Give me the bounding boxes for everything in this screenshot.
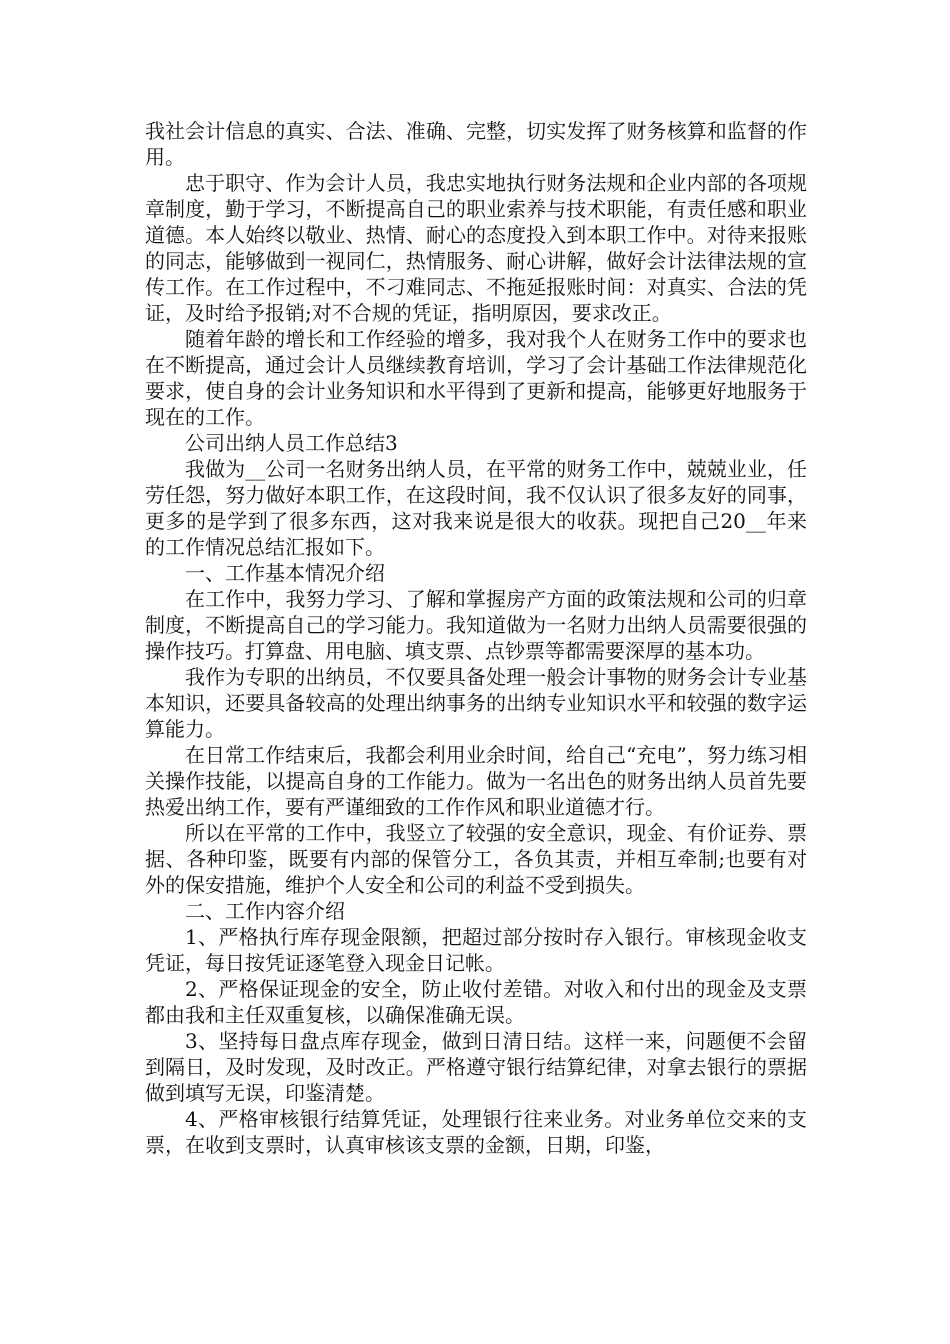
paragraph-2: 忠于职守、作为会计人员，我忠实地执行财务法规和企业内部的各项规章制度，勤于学习，不断提高自己的职业索养与技术职能，有责任感和职业道德。本人始终以敬业、热情、耐心的态度投入到本职工作中。对待来报账的同志，能够做到一视同仁，热情服务、耐心讲解，做好会计法律法规的宣传工作。在工作过程中，不刁难同志、不拖延报账时间：对真实、合法的凭证，及时给予报销;对不合规的凭证，指明原因，要求改正。 xyxy=(145,171,807,325)
paragraph-1: 我社会计信息的真实、合法、准确、完整，切实发挥了财务核算和监督的作用。 xyxy=(145,119,807,169)
paragraph-8: 我作为专职的出纳员，不仅要具备处理一般会计事物的财务会计专业基本知识，还要具备较高的处理出纳事务的出纳专业知识水平和较强的数字运算能力。 xyxy=(145,665,807,741)
list-item-4: 4、严格审核银行结算凭证，处理银行往来业务。对业务单位交来的支票，在收到支票时，认真审核该支票的金额，日期，印鉴， xyxy=(145,1107,807,1157)
paragraph-3: 随着年龄的增长和工作经验的增多，我对我个人在财务工作中的要求也在不断提高，通过会计人员继续教育培训，学习了会计基础工作法律规范化要求，使自身的会计业务知识和水平得到了更新和提高，能够更好地服务于现在的工作。 xyxy=(145,327,807,429)
list-item-3: 3、坚持每日盘点库存现金，做到日清日结。这样一来，问题便不会留到隔日，及时发现，及时改正。严格遵守银行结算纪律，对拿去银行的票据做到填写无误，印鉴清楚。 xyxy=(145,1029,807,1105)
section-heading-work-content: 二、工作内容介绍 xyxy=(185,899,345,923)
paragraph-5: 我做为__公司一名财务出纳人员，在平常的财务工作中，兢兢业业，任劳任怨，努力做好本职工作，在这段时间，我不仅认识了很多友好的同事，更多的是学到了很多东西，这对我来说是很大的收获。现把自己20__年来的工作情况总结汇报如下。 xyxy=(145,457,807,559)
list-item-1: 1、严格执行库存现金限额，把超过部分按时存入银行。审核现金收支凭证，每日按凭证逐笔登入现金日记帐。 xyxy=(145,925,807,975)
paragraph-9: 在日常工作结束后，我都会利用业余时间，给自己“充电”，努力练习相关操作技能，以提高自身的工作能力。做为一名出色的财务出纳人员首先要热爱出纳工作，要有严谨细致的工作作风和职业道德才行。 xyxy=(145,743,807,819)
list-item-2: 2、严格保证现金的安全，防止收付差错。对收入和付出的现金及支票都由我和主任双重复核，以确保准确无误。 xyxy=(145,977,807,1027)
document-body xyxy=(145,118,807,1158)
section-heading-summary-3: 公司出纳人员工作总结3 xyxy=(185,431,398,455)
section-heading-basic-info: 一、工作基本情况介绍 xyxy=(185,561,385,585)
paragraph-7: 在工作中，我努力学习、了解和掌握房产方面的政策法规和公司的归章制度，不断提高自己的学习能力。我知道做为一名财力出纳人员需要很强的操作技巧。打算盘、用电脑、填支票、点钞票等都需要深厚的基本功。 xyxy=(145,587,807,663)
paragraph-10: 所以在平常的工作中，我竖立了较强的安全意识，现金、有价证券、票据、各种印鉴，既要有内部的保管分工，各负其责，并相互牵制;也要有对外的保安措施，维护个人安全和公司的利益不受到损失。 xyxy=(145,821,807,897)
